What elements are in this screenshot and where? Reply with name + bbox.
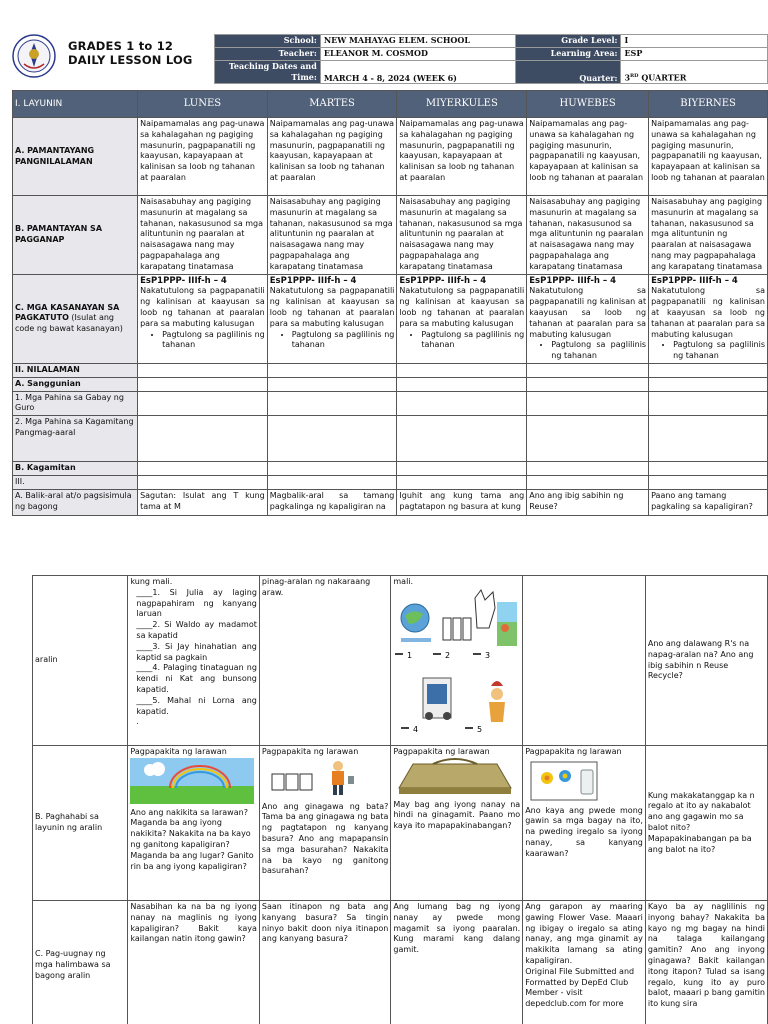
- paguugnay-label: C. Pag-uugnay ng mga halimbawa sa bagong aralin: [33, 901, 128, 1024]
- cell-a-martes: Naipamamalas ang pag-unawa sa kahalagahan ng pagiging masunurin, pagpapanatili ng kaayusan, kapayapaan at kalinisan sa loob ng tahanan at paaralan: [267, 118, 397, 196]
- aralin-label: aralin: [33, 576, 128, 746]
- row-label-c-note: (Isulat ang code ng bawat kasanayan): [15, 313, 123, 334]
- empty-cell: [397, 363, 527, 377]
- title-line-1: GRADES 1 to 12: [68, 39, 174, 53]
- paghahabi-huwebes-text: Ano kaya ang pwede mong gawin sa mga bagay na ito, na pweding iregalo sa iyong nanay, sa kanyang kaarawan?: [525, 805, 643, 858]
- paguugnay-martes: Saan itinapon ng bata ang kanyang basura? Sa tingin ninyo bakit doon niya itinapon ang kanyang basura?: [259, 901, 390, 1024]
- cell-b-lunes: Naisasabuhay ang pagiging masunurin at magalang sa tahanan, nakasusunod sa mga alituntunin ng paaralan at naisasagawa nang may pagpapahalaga ang karapatang tinatamasa: [138, 196, 268, 275]
- cell-c-martes: [267, 274, 397, 363]
- gabay-label: 1. Mga Pahina sa Gabay ng Guro: [13, 391, 138, 416]
- quarter-value: [621, 61, 768, 84]
- row-label-c-title: C. MGA KASANAYAN SA PAGKATUTO: [15, 302, 120, 323]
- balik-martes: Magbalik-aral sa tamang pagkalinga ng kapaligiran na: [267, 489, 397, 515]
- empty-cell: [138, 391, 268, 416]
- p2-miyerkules-images: [391, 576, 523, 746]
- empty-cell: [649, 377, 768, 391]
- day-lunes: LUNES: [138, 91, 268, 118]
- row-label-c: [13, 274, 138, 363]
- lunes-cont: kung mali.: [130, 577, 173, 586]
- skill-bullet: • Pagtulong sa paglilinis ng tahanan: [673, 340, 765, 362]
- school-label: School:: [215, 35, 321, 48]
- kagamitan-label: B. Kagamitan: [13, 462, 138, 476]
- pagpapakita-label: Pagpapakita ng larawan: [393, 747, 490, 756]
- empty-cell: [397, 475, 527, 489]
- empty-cell: [523, 576, 646, 746]
- day-martes: MARTES: [267, 91, 397, 118]
- cell-b-martes: Naisasabuhay ang pagiging masunurin at magalang sa tahanan, nakasusunod sa mga alituntunin ng paaralan at naisasagawa nang may pagpapahalaga ang karapatang tinatamasa: [267, 196, 397, 275]
- paguugnay-lunes: Nasabihan ka na ba ng iyong nanay na maglinis ng iyong kapaligiran? Bakit kaya kailangan natin itong gawin?: [128, 901, 259, 1024]
- skill-code: EsP1PPP- IIIf-h – 4: [140, 275, 227, 286]
- empty-cell: [138, 475, 268, 489]
- cell-c-miyerkules: [397, 274, 527, 363]
- section-iii-label: III.: [13, 475, 138, 489]
- skill-code: EsP1PPP- IIIf-h – 4: [651, 275, 738, 286]
- cell-a-biyernes: Naipamamalas ang pag-unawa sa kahalagahan ng pagiging masunurin, pagpapanatili ng kaayusan, kapayapaan at kalinisan sa loob ng tahanan at paaralan: [649, 118, 768, 196]
- trash-bins-child-image: [262, 758, 386, 798]
- p2-martes-cont: pinag-aralan ng nakaraang araw.: [259, 576, 390, 746]
- quiz-dot: .: [136, 717, 139, 727]
- empty-cell: [138, 377, 268, 391]
- dates-value: MARCH 4 - 8, 2024 (WEEK 6): [320, 61, 515, 84]
- quiz-item: ____5. Mahal ni Lorna ang kapatid.: [136, 695, 257, 716]
- paghahabi-martes-text: Ano ang ginagawa ng bata? Tama ba ang ginagawa ng bata ng pagtatapon ng kanyang basura? Ano ang mapapansin sa mga basurahan? Nakakita na ba kayo ng ganitong basurahan?: [261, 801, 389, 876]
- empty-cell: [267, 391, 397, 416]
- day-miyerkules: MIYERKULES: [397, 91, 527, 118]
- empty-cell: [649, 391, 768, 416]
- dates-label: [215, 61, 321, 84]
- quarter-sup: RD: [630, 73, 639, 80]
- row-label-b: B. PAMANTAYAN SA PAGGANAP: [13, 196, 138, 275]
- lesson-table-continued: [32, 575, 768, 1024]
- image-number: 1: [407, 650, 413, 660]
- old-bag-image: [393, 758, 517, 796]
- empty-cell: [267, 377, 397, 391]
- teacher-label: Teacher:: [215, 48, 321, 61]
- pagpapakita-label: Pagpapakita ng larawan: [261, 747, 359, 756]
- deped-seal-icon: [12, 34, 56, 78]
- page-two: [0, 575, 768, 1024]
- skill-bullet: • Pagtulong sa paglilinis ng tahanan: [421, 330, 524, 352]
- empty-cell: [267, 363, 397, 377]
- paghahabi-miyerkules-text: May bag ang iyong nanay na hindi na ginagamit. Paano mo kaya ito mapapakinabangan?: [393, 799, 521, 831]
- empty-cell: [649, 475, 768, 489]
- balik-huwebes: Ano ang ibig sabihin ng Reuse?: [527, 489, 649, 515]
- area-value: ESP: [621, 48, 768, 61]
- flowers-jar-image: [525, 758, 641, 802]
- cell-a-lunes: Naipamamalas ang pag-unawa sa kahalagahan ng pagiging masunurin, pagpapanatili ng kaayusan, kapayapaan at kalinisan sa loob ng tahanan at paaralan: [138, 118, 268, 196]
- empty-cell: [649, 462, 768, 476]
- pagpapakita-label: Pagpapakita ng larawan: [525, 747, 622, 756]
- paguugnay-miyerkules: Ang lumang bag ng iyong nanay ay pwede mong magamit sa iyong paaralan. Kung marami kang dalang gamit.: [391, 901, 523, 1024]
- p2-lunes-items: [128, 576, 259, 746]
- paghahabi-label: B. Paghahabi sa layunin ng aralin: [33, 746, 128, 901]
- day-huwebes: HUWEBES: [527, 91, 649, 118]
- paghahabi-lunes-text: Ano ang nakikita sa larawan? Maganda ba ang iyong nakikita? Nakakita na ba kayo ng ganitong kapaligiran? Maganda ba ang lugar? Ganito rin ba ang iyong kapaligiran?: [130, 807, 254, 871]
- empty-cell: [527, 475, 649, 489]
- empty-cell: [649, 416, 768, 462]
- cell-c-biyernes: [649, 274, 768, 363]
- image-number: 2: [445, 650, 451, 660]
- empty-cell: [267, 416, 397, 462]
- quiz-item: ____4. Palaging tinataguan ng kendi ni Kat ang bunsong kapatid.: [136, 663, 257, 694]
- cell-b-miyerkules: Naisasabuhay ang pagiging masunurin at magalang sa tahanan, nakasusunod sa mga alituntunin ng paaralan at naisasagawa nang may pagpapahalaga ang karapatang tinatamasa: [397, 196, 527, 275]
- skill-code: EsP1PPP- IIIf-h – 4: [269, 275, 357, 286]
- paghahabi-biyernes: Kung makakatanggap ka n regalo at ito ay nakabalot ano ang gagawin mo sa balot nito? Mapapakinabangan pa ba ang balot na ito?: [645, 746, 767, 901]
- school-value: NEW MAHAYAG ELEM. SCHOOL: [320, 35, 515, 48]
- paghahabi-martes: [259, 746, 390, 901]
- landscape-rainbow-image: [130, 758, 254, 804]
- balik-lunes: Sagutan: Isulat ang T kung tama at M: [138, 489, 268, 515]
- grade-label: Grade Level:: [515, 35, 621, 48]
- skill-bullet: • Pagtulong sa paglilinis ng tahanan: [162, 330, 265, 352]
- empty-cell: [527, 416, 649, 462]
- empty-cell: [397, 391, 527, 416]
- empty-cell: [267, 462, 397, 476]
- header: [12, 34, 768, 83]
- lesson-table: [12, 90, 768, 516]
- skill-text: Nakatutulong sa pagpapanatili ng kalinisan at kaayusan sa loob ng tahanan at paaralan para sa mabuting kalusugan: [529, 286, 647, 339]
- skill-code: EsP1PPP- IIIf-h – 4: [529, 275, 616, 286]
- teacher-value: ELEANOR M. COSMOD: [320, 48, 515, 61]
- cell-b-huwebes: Naisasabuhay ang pagiging masunurin at magalang sa tahanan, nakasusunod sa mga alituntunin ng paaralan at naisasagawa nang may pagpapahalaga ang karapatang tinatamasa: [527, 196, 649, 275]
- day-biyernes: BIYERNES: [649, 91, 768, 118]
- paghahabi-miyerkules: [391, 746, 523, 901]
- skill-text: Nakatutulong sa pagpapanatili ng kalinisan at kaayusan sa loob ng tahanan at paaralan para sa mabuting kalusugan: [140, 286, 265, 328]
- paguugnay-biyernes: Kayo ba ay naglilinis ng inyong bahay? Nakakita ba kayo ng mg bagay na hindi na talaga kailangang gamitin? Ano ang inyong ginagawa? Bakit kailangan itong itapon? Tulad sa isang regalo, kung ito ay puro balot, maaari p bang gamitin ito kung sira: [645, 901, 767, 1024]
- quiz-item: ____3. Si Jay hinahatian ang kaptid sa pagkain: [136, 641, 257, 662]
- empty-cell: [527, 462, 649, 476]
- quarter-label: Quarter:: [515, 61, 621, 84]
- p2-biyernes-cont: Ano ang dalawang R's na napag-aralan na? Ano ang ibig sabihin n Reuse Recycle?: [645, 576, 767, 746]
- cell-c-lunes: [138, 274, 268, 363]
- log-title: [68, 39, 193, 67]
- quiz-item: ____2. Si Waldo ay madamot sa kapatid: [136, 620, 257, 640]
- recycling-images: [393, 588, 519, 733]
- cell-a-miyerkules: Naipamamalas ang pag-unawa sa kahalagahan ng pagiging masunurin, pagpapanatili ng kaayusan, kapayapaan at kalinisan sa loob ng tahanan at paaralan: [397, 118, 527, 196]
- paguugnay-huwebes: [523, 901, 646, 1024]
- pagpapakita-label: Pagpapakita ng larawan: [130, 747, 227, 756]
- image-number: 5: [477, 724, 483, 733]
- cell-b-biyernes: Naisasabuhay ang pagiging masunurin at magalang sa tahanan, nakasusunod sa mga alituntunin ng paaralan at naisasagawa nang may pagpapahalaga ang karapatang tinatamasa: [649, 196, 768, 275]
- empty-cell: [397, 416, 527, 462]
- dates-label-2: Time:: [291, 72, 317, 82]
- skill-text: Nakatutulong sa pagpapanatili ng kalinisan at kaayusan sa loob ng tahanan at paaralan para sa mabuting kalusugan: [399, 286, 525, 328]
- miyer-cont: mali.: [393, 577, 414, 586]
- empty-cell: [397, 462, 527, 476]
- info-table: [214, 34, 768, 84]
- empty-cell: [527, 377, 649, 391]
- grade-value: I: [621, 35, 768, 48]
- skill-bullet: • Pagtulong sa paglilinis ng tahanan: [551, 340, 646, 362]
- skill-text: Nakatutulong sa pagpapanatili ng kalinisan at kaayusan sa loob ng tahanan at paaralan para sa mabuting kalusugan: [269, 286, 395, 328]
- empty-cell: [138, 462, 268, 476]
- skill-code: EsP1PPP- IIIf-h – 4: [399, 275, 487, 286]
- balik-biyernes: Paano ang tamang pagkaling sa kapaligiran?: [649, 489, 768, 515]
- area-label: Learning Area:: [515, 48, 621, 61]
- empty-cell: [397, 377, 527, 391]
- image-number: 4: [413, 724, 419, 733]
- empty-cell: [527, 363, 649, 377]
- empty-cell: [649, 363, 768, 377]
- empty-cell: [138, 363, 268, 377]
- nilalaman-label: II. NILALAMAN: [13, 363, 138, 377]
- dates-label-1: Teaching Dates and: [228, 61, 317, 71]
- empty-cell: [527, 391, 649, 416]
- paghahabi-lunes: [128, 746, 259, 901]
- row-label-a: A. PAMANTAYANG PANGNILALAMAN: [13, 118, 138, 196]
- quiz-item: ____1. Si Julia ay laging nagpapahiram ng kanyang laruan: [136, 587, 257, 619]
- image-number: 3: [485, 650, 491, 660]
- quarter-word: QUARTER: [638, 73, 687, 83]
- depedclub-watermark-text: Original File Submitted and Formatted by DepEd Club Member - visit depedclub.com for more: [525, 966, 635, 1009]
- paguugnay-huwebes-text: Ang garapon ay maaring gawing Flower Vase. Maaari ng ibigay o iregalo sa ating nanay, ang mga ginamit ay makikita lamang sa ating kapaligiran.: [525, 902, 643, 965]
- title-line-2: DAILY LESSON LOG: [68, 53, 193, 67]
- layunin-heading: I. LAYUNIN: [13, 91, 138, 118]
- skill-bullet: • Pagtulong sa paglilinis ng tahanan: [292, 330, 395, 352]
- empty-cell: [138, 416, 268, 462]
- empty-cell: [267, 475, 397, 489]
- sanggunian-label: A. Sanggunian: [13, 377, 138, 391]
- balik-miyerkules: Iguhit ang kung tama ang pagtatapon ng basura at kung: [397, 489, 527, 515]
- cell-a-huwebes: Naipamamalas ang pag-unawa sa kahalagahan ng pagiging masunurin, pagpapanatili ng kaayusan, kapayapaan at kalinisan sa loob ng tahanan at paaralan: [527, 118, 649, 196]
- cell-c-huwebes: [527, 274, 649, 363]
- skill-text: Nakatutulong sa pagpapanatili ng kalinisan at kaayusan sa loob ng tahanan at paaralan para sa mabuting kalusugan: [651, 286, 765, 339]
- quarter-number: 3: [624, 73, 631, 83]
- balik-aral-label: A. Balik-aral at/o pagsisimula ng bagong: [13, 489, 138, 515]
- paghahabi-huwebes: [523, 746, 646, 901]
- kagamitan-pahina-label: 2. Mga Pahina sa Kagamitang Pangmag-aaral: [13, 416, 138, 462]
